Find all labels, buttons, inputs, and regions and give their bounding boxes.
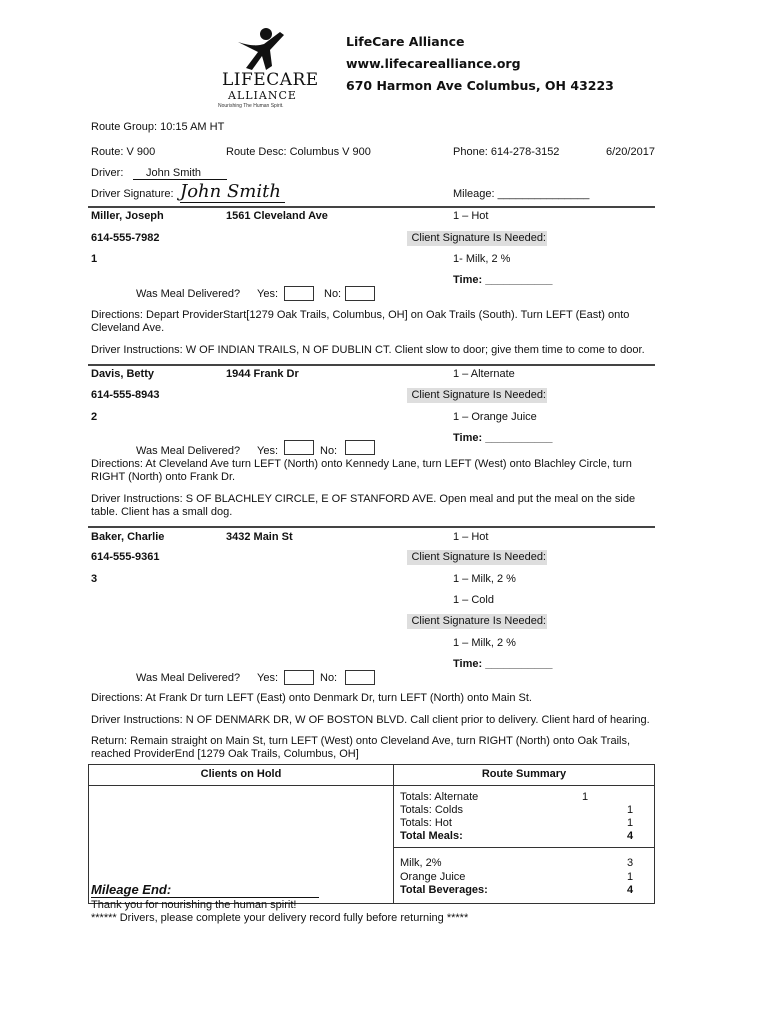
time-field: Time: ___________: [453, 658, 553, 670]
summary-label: Total Beverages:: [400, 884, 488, 896]
client-phone: 614-555-7982: [91, 232, 160, 244]
summary-value: 3: [627, 857, 634, 869]
summary-label: Milk, 2%: [400, 857, 442, 869]
route-number: Route: V 900: [91, 146, 156, 158]
summary-value: 4: [627, 830, 634, 842]
summary-label: Total Meals:: [400, 830, 463, 842]
driver-signature-label: Driver Signature:: [91, 188, 174, 200]
route-phone: Phone: 614-278-3152: [453, 146, 560, 158]
stop-sequence: 3: [91, 573, 98, 585]
footer-thanks: Thank you for nourishing the human spirit!: [91, 899, 297, 911]
org-website: www.lifecarealliance.org: [346, 56, 521, 71]
meal-delivered-label: Was Meal Delivered?: [136, 672, 241, 684]
logo-text-1: LIFECARE: [222, 70, 319, 90]
summary-label: Totals: Colds: [400, 804, 463, 816]
driver-instructions: Driver Instructions: S OF BLACHLEY CIRCLE, E OF STANFORD AVE. Open meal and put the meal on the side table. Client has a small dog.: [91, 493, 636, 518]
summary-table: [88, 764, 655, 904]
driver-signature: John Smith: [180, 181, 285, 203]
summary-label: Totals: Hot: [400, 817, 452, 829]
mileage-field: Mileage: _______________: [453, 188, 590, 200]
summary-value: 1: [582, 791, 589, 803]
divider: [88, 206, 655, 208]
meal-type-2: 1 – Cold: [453, 594, 494, 606]
beverage-item: 1 – Milk, 2 %: [453, 573, 516, 585]
lifecare-logo: [218, 26, 319, 112]
clients-on-hold-header: Clients on Hold: [200, 768, 282, 780]
meal-delivered-label: Was Meal Delivered?: [136, 445, 241, 457]
client-signature-needed: Client Signature Is Needed:: [407, 231, 547, 246]
logo-text-2: ALLIANCE: [228, 89, 297, 102]
driver-label: Driver:: [91, 167, 124, 179]
divider: [88, 364, 655, 366]
stop-sequence: 1: [91, 253, 98, 265]
beverage-item: 1- Milk, 2 %: [453, 253, 511, 265]
yes-label: Yes:: [257, 672, 279, 684]
logo-tagline: Nourishing The Human Spirit.: [218, 103, 284, 109]
beverage-item: 1 – Orange Juice: [453, 411, 537, 423]
mileage-end-field[interactable]: [91, 882, 319, 898]
directions: Directions: At Frank Dr turn LEFT (East) onto Denmark Dr, turn LEFT (North) onto Main St.: [91, 692, 532, 704]
summary-value: 1: [627, 871, 634, 883]
yes-label: Yes:: [257, 445, 279, 457]
stop-sequence: 2: [91, 411, 98, 423]
summary-value: 1: [627, 804, 634, 816]
client-address: 1561 Cleveland Ave: [226, 210, 328, 222]
person-figure-icon: [232, 26, 292, 72]
yes-label: Yes:: [257, 288, 279, 300]
driver-instructions: Driver Instructions: N OF DENMARK DR, W OF BOSTON BLVD. Call client prior to delivery. Client hard of hearing.: [91, 714, 650, 726]
client-signature-needed: Client Signature Is Needed:: [407, 614, 547, 629]
driver-name: John Smith: [133, 167, 227, 180]
summary-label: Orange Juice: [400, 871, 466, 883]
no-checkbox[interactable]: [345, 440, 375, 455]
driver-instructions: Driver Instructions: W OF INDIAN TRAILS, N OF DUBLIN CT. Client slow to door; give them time to come to door.: [91, 344, 645, 356]
client-signature-needed: Client Signature Is Needed:: [407, 388, 547, 403]
route-group: Route Group: 10:15 AM HT: [91, 121, 225, 133]
mileage-end-label: Mileage End:: [91, 882, 172, 897]
meal-type: 1 – Hot: [453, 531, 489, 543]
meal-type: 1 – Alternate: [453, 368, 515, 380]
time-field: Time: ___________: [453, 432, 553, 444]
summary-value: 4: [627, 884, 634, 896]
no-checkbox[interactable]: [345, 286, 375, 301]
client-name: Davis, Betty: [91, 368, 154, 380]
yes-checkbox[interactable]: [284, 286, 314, 301]
divider: [88, 526, 655, 528]
directions: Directions: At Cleveland Ave turn LEFT (North) onto Kennedy Lane, turn LEFT (West) onto Blachley Circle, turn RIGHT (North) onto Frank Dr.: [91, 458, 632, 483]
client-address: 1944 Frank Dr: [226, 368, 299, 380]
summary-value: 1: [627, 817, 634, 829]
client-signature-needed: Client Signature Is Needed:: [407, 550, 547, 565]
no-label: No:: [320, 672, 338, 684]
route-desc: Route Desc: Columbus V 900: [226, 146, 371, 158]
client-phone: 614-555-8943: [91, 389, 160, 401]
summary-label: Totals: Alternate: [400, 791, 479, 803]
time-field: Time: ___________: [453, 274, 553, 286]
no-checkbox[interactable]: [345, 670, 375, 685]
meal-type: 1 – Hot: [453, 210, 489, 222]
client-phone: 614-555-9361: [91, 551, 160, 563]
no-label: No:: [324, 288, 342, 300]
org-name: LifeCare Alliance: [346, 34, 465, 49]
yes-checkbox[interactable]: [284, 670, 314, 685]
route-date: 6/20/2017: [606, 146, 655, 158]
org-address: 670 Harmon Ave Columbus, OH 43223: [346, 78, 614, 93]
yes-checkbox[interactable]: [284, 440, 314, 455]
beverage-item-2: 1 – Milk, 2 %: [453, 637, 516, 649]
no-label: No:: [320, 445, 338, 457]
return-directions: Return: Remain straight on Main St, turn LEFT (West) onto Cleveland Ave, turn RIGHT (North) onto Oak Trails, reached ProviderEnd [1279 Oak Trails, Columbus, OH]: [91, 735, 631, 760]
footer-note: ****** Drivers, please complete your delivery record fully before returning *****: [91, 912, 469, 924]
client-name: Miller, Joseph: [91, 210, 164, 222]
meal-delivered-label: Was Meal Delivered?: [136, 288, 241, 300]
client-name: Baker, Charlie: [91, 531, 165, 543]
directions: Directions: Depart ProviderStart[1279 Oak Trails, Columbus, OH] on Oak Trails (South). Turn LEFT (East) onto Cleveland Ave.: [91, 309, 630, 334]
route-summary-header: Route Summary: [481, 768, 567, 780]
client-address: 3432 Main St: [226, 531, 293, 543]
